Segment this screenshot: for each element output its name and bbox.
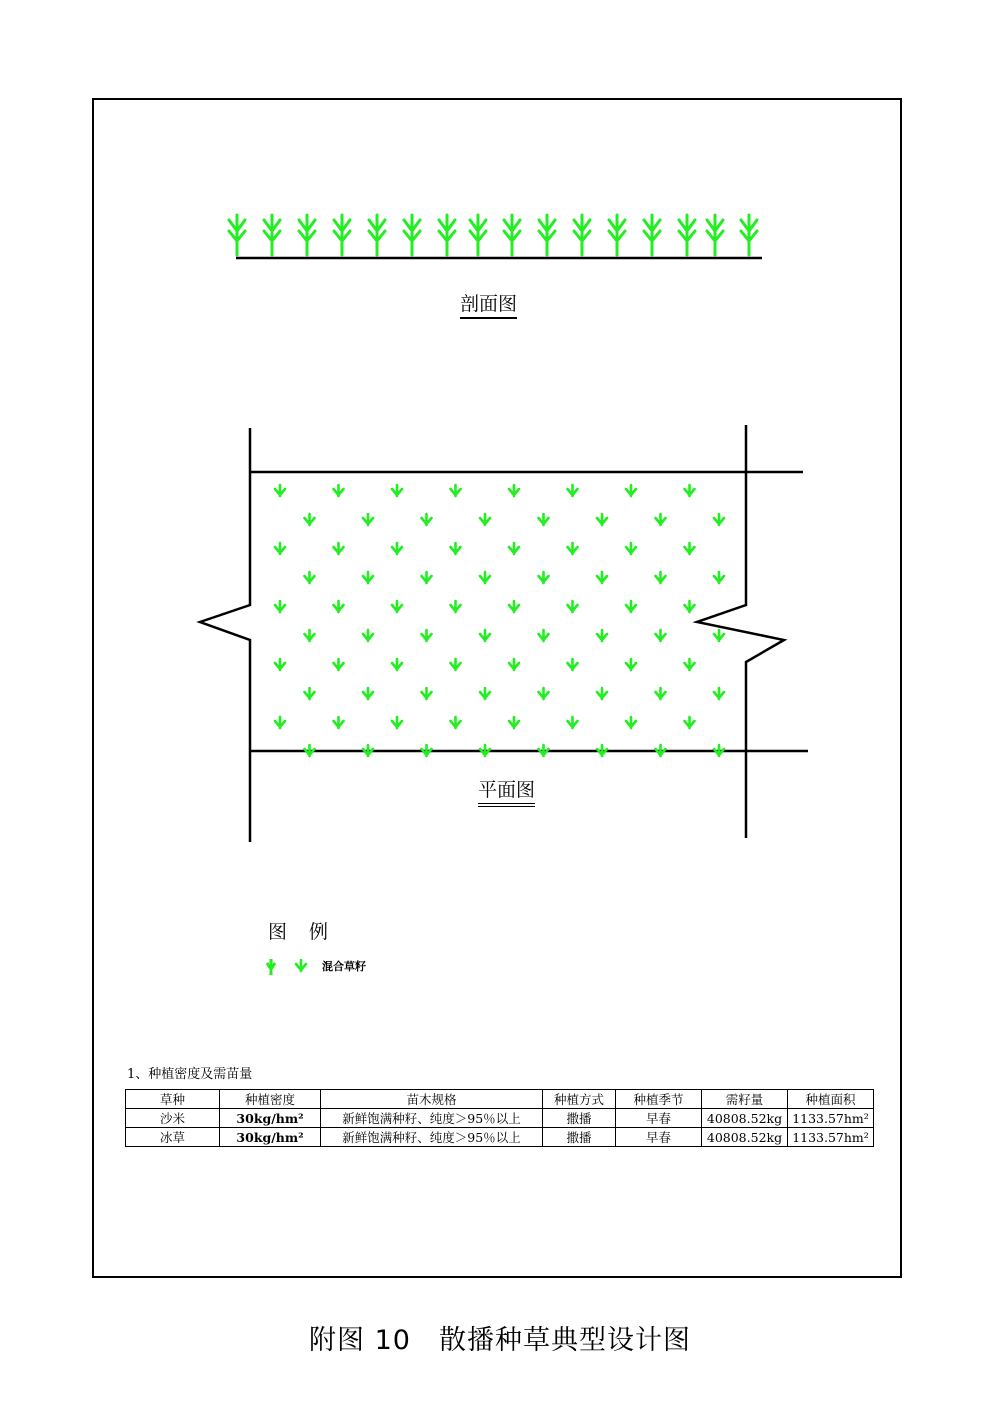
- table-cell: 早春: [616, 1128, 702, 1147]
- grass-seed-icon: [275, 659, 285, 670]
- grass-seed-icon: [685, 659, 695, 670]
- col-header: 种植密度: [220, 1090, 321, 1109]
- table-header-row: [126, 1090, 874, 1109]
- grass-seed-icon: [451, 659, 461, 670]
- grass-seed-icon: [685, 601, 695, 612]
- grass-seed-icon: [685, 543, 695, 554]
- grass-seed-icon: [539, 688, 549, 699]
- grass-seed-icon: [305, 688, 315, 699]
- table-heading: 1、种植密度及需苗量: [127, 1067, 253, 1082]
- grass-icon: [741, 215, 757, 255]
- grass-icon: [539, 215, 555, 255]
- table-cell: 1133.57hm²: [788, 1109, 874, 1128]
- grass-seed-icon: [334, 659, 344, 670]
- grass-seed-icon: [275, 485, 285, 496]
- grass-seed-icon: [626, 717, 636, 728]
- grass-seed-icon: [539, 572, 549, 583]
- grass-icon: [229, 215, 245, 255]
- grass-seed-icon: [305, 745, 315, 756]
- grass-seed-icon: [685, 717, 695, 728]
- grass-seed-icon: [305, 630, 315, 641]
- table-cell: 冰草: [126, 1128, 220, 1147]
- plan-right-break-line: [697, 425, 784, 838]
- grass-icon: [470, 215, 486, 255]
- grass-seed-icon: [597, 688, 607, 699]
- grass-seed-icon: [714, 745, 724, 756]
- figure-caption: 附图 10 散播种草典型设计图: [309, 1325, 691, 1356]
- grass-seed-icon: [363, 688, 373, 699]
- grass-seed-icon: [451, 485, 461, 496]
- grass-seed-icon: [656, 572, 666, 583]
- grass-seed-icon: [392, 601, 402, 612]
- grass-seed-icon: [685, 485, 695, 496]
- grass-seed-icon: [480, 514, 490, 525]
- grass-seed-icon: [626, 485, 636, 496]
- grass-seed-icon: [392, 485, 402, 496]
- grass-seed-icon: [451, 717, 461, 728]
- section-view-title: 剖面图: [460, 289, 517, 319]
- table-cell: 新鲜饱满种籽、纯度＞95％以上: [321, 1128, 543, 1147]
- grass-seed-icon: [363, 630, 373, 641]
- grass-seed-icon: [422, 745, 432, 756]
- grass-seed-icon: [422, 688, 432, 699]
- plan-left-break-line: [200, 428, 250, 842]
- table-cell: 40808.52kg: [702, 1128, 788, 1147]
- grass-seed-icon: [714, 630, 724, 641]
- grass-seed-icon: [363, 572, 373, 583]
- grass-seed-icon: [656, 688, 666, 699]
- grass-icon: [707, 215, 723, 255]
- grass-seed-icon: [392, 659, 402, 670]
- table-cell: 早春: [616, 1109, 702, 1128]
- grass-seed-icon: [334, 543, 344, 554]
- grass-seed-icon: [626, 659, 636, 670]
- table-cell: 沙米: [126, 1109, 220, 1128]
- legend-grass-icon: [267, 959, 275, 975]
- grass-icon: [574, 215, 590, 255]
- grass-seed-icon: [539, 630, 549, 641]
- grass-seed-icon: [392, 543, 402, 554]
- grass-seed-icon: [275, 543, 285, 554]
- grass-seed-icon: [656, 630, 666, 641]
- grass-seed-icon: [597, 630, 607, 641]
- table-cell: 30kg/hm²: [220, 1128, 321, 1147]
- grass-seed-icon: [597, 572, 607, 583]
- table-row: [126, 1128, 874, 1147]
- grass-seed-icon: [305, 572, 315, 583]
- legend-item-label: 混合草籽: [322, 960, 366, 973]
- grass-seed-icon: [568, 717, 578, 728]
- grass-seed-icon: [422, 572, 432, 583]
- grass-seed-icon: [568, 659, 578, 670]
- grass-seed-icon: [626, 543, 636, 554]
- grass-icon: [404, 215, 420, 255]
- grass-icon: [679, 215, 695, 255]
- grass-icon: [299, 215, 315, 255]
- grass-seed-icon: [334, 485, 344, 496]
- table-cell: 40808.52kg: [702, 1109, 788, 1128]
- grass-seed-icon: [714, 688, 724, 699]
- grass-seed-icon: [296, 960, 306, 971]
- legend-symbols: [267, 959, 306, 975]
- grass-seed-icon: [568, 485, 578, 496]
- grass-icon: [609, 215, 625, 255]
- legend-title: 图 例: [268, 921, 337, 943]
- grass-seed-icon: [451, 601, 461, 612]
- grass-seed-icon: [334, 601, 344, 612]
- plan-view-title: 平面图: [478, 775, 535, 807]
- grass-seed-icon: [363, 514, 373, 525]
- col-header: 苗木规格: [321, 1090, 543, 1109]
- grass-seed-icon: [509, 485, 519, 496]
- table-row: [126, 1109, 874, 1128]
- grass-seed-icon: [305, 514, 315, 525]
- grass-seed-icon: [714, 514, 724, 525]
- grass-seed-icon: [451, 543, 461, 554]
- table-cell: 撒播: [543, 1109, 616, 1128]
- grass-seed-icon: [363, 745, 373, 756]
- grass-seed-icon: [334, 717, 344, 728]
- grass-seed-icon: [509, 543, 519, 554]
- grass-seed-icon: [422, 514, 432, 525]
- table-cell: 撒播: [543, 1128, 616, 1147]
- grass-seed-icon: [509, 717, 519, 728]
- grass-icon: [439, 215, 455, 255]
- grass-seed-icon: [509, 659, 519, 670]
- grass-icon: [264, 215, 280, 255]
- col-header: 种植面积: [788, 1090, 874, 1109]
- col-header: 种植季节: [616, 1090, 702, 1109]
- grass-seed-icon: [422, 630, 432, 641]
- grass-seed-icon: [656, 514, 666, 525]
- col-header: 需籽量: [702, 1090, 788, 1109]
- grass-seed-icon: [480, 745, 490, 756]
- table-cell: 30kg/hm²: [220, 1109, 321, 1128]
- grass-icon: [504, 215, 520, 255]
- grass-seed-icon: [509, 601, 519, 612]
- grass-seed-icon: [597, 514, 607, 525]
- grass-seed-icon: [480, 630, 490, 641]
- grass-seed-icon: [656, 745, 666, 756]
- grass-seed-icon: [392, 717, 402, 728]
- grass-seed-icon: [568, 601, 578, 612]
- grass-seed-icon: [597, 745, 607, 756]
- grass-seed-icon: [568, 543, 578, 554]
- table-cell: 1133.57hm²: [788, 1128, 874, 1147]
- col-header: 草种: [126, 1090, 220, 1109]
- grass-seed-icon: [275, 601, 285, 612]
- grass-seed-icon: [480, 688, 490, 699]
- section-view: [229, 215, 762, 258]
- col-header: 种植方式: [543, 1090, 616, 1109]
- planting-table: [125, 1089, 874, 1147]
- grass-icon: [334, 215, 350, 255]
- grass-seed-icon: [275, 717, 285, 728]
- grass-seed-icon: [714, 572, 724, 583]
- grass-seed-icon: [480, 572, 490, 583]
- grass-seed-icon: [539, 514, 549, 525]
- grass-seed-icon: [626, 601, 636, 612]
- grass-icon: [369, 215, 385, 255]
- grass-icon: [644, 215, 660, 255]
- table-cell: 新鲜饱满种籽、纯度＞95％以上: [321, 1109, 543, 1128]
- grass-seed-icon: [539, 745, 549, 756]
